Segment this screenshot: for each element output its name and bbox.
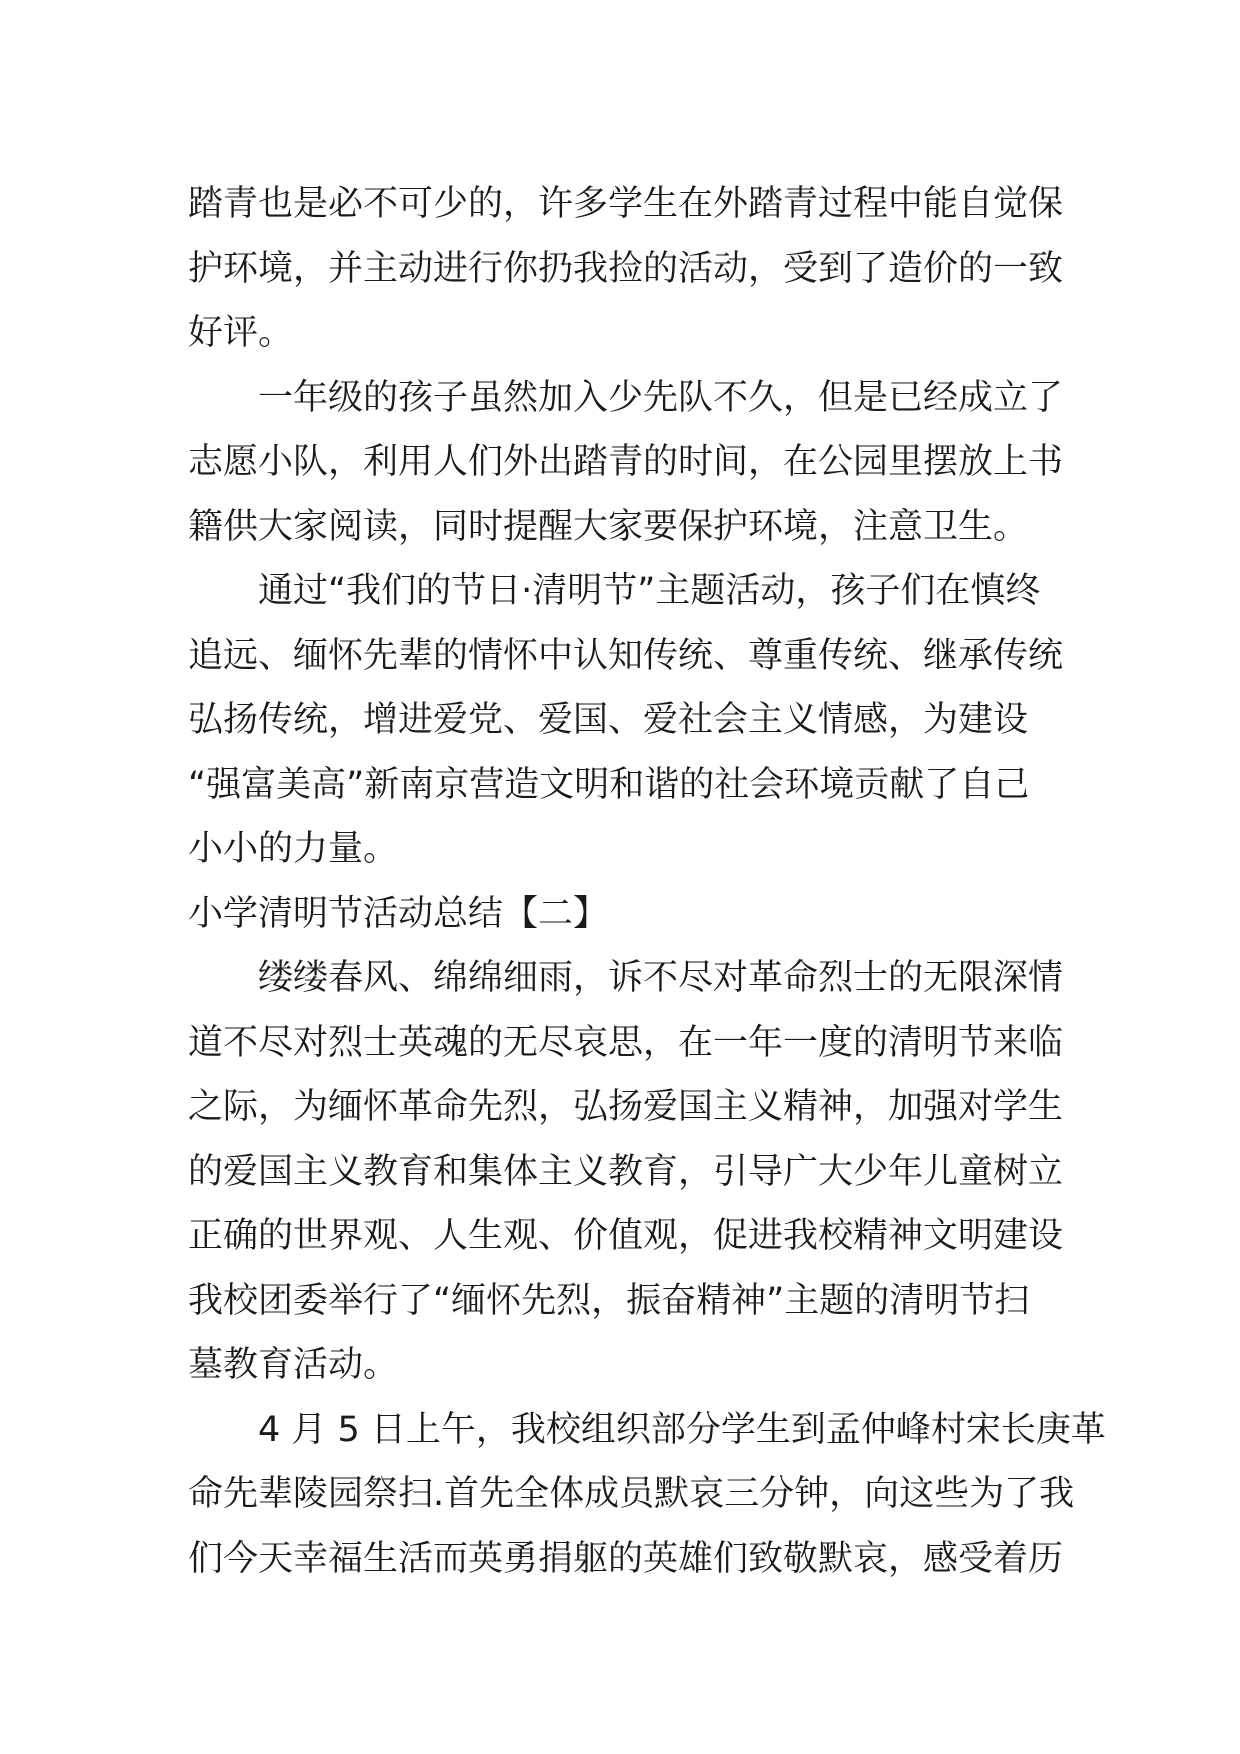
paragraph-line: 好评。	[188, 313, 294, 353]
paragraph-first-line: 4 月 5 日上午，我校组织部分学生到孟仲峰村宋长庚革	[258, 1409, 1106, 1450]
paragraph-line: 追远、缅怀先辈的情怀中认知传统、尊重传统、继承传统	[188, 635, 1064, 676]
paragraph-line: 小小的力量。	[188, 829, 399, 869]
paragraph-line: 命先辈陵园祭扫.首先全体成员默哀三分钟，向这些为了我	[188, 1474, 1075, 1514]
paragraph-line: “强富美高”新南京营造文明和谐的社会环境贡献了自己	[188, 764, 1030, 805]
paragraph-first-line: 一年级的孩子虽然加入少先队不久，但是已经成立了	[258, 377, 1064, 418]
paragraph-first-line: 缕缕春风、绵绵细雨，诉不尽对革命烈士的无限深情	[258, 958, 1064, 998]
paragraph-line: 踏青也是必不可少的，许多学生在外踏青过程中能自觉保	[188, 184, 1064, 224]
paragraph-line: 墓教育活动。	[188, 1345, 399, 1385]
document-body	[188, 172, 1106, 1591]
paragraph-line: 弘扬传统，增进爱党、爱国、爱社会主义情感，为建设	[188, 700, 1029, 740]
section-heading: 小学清明节活动总结【二】	[188, 893, 609, 934]
paragraph-line: 们今天幸福生活而英勇捐躯的英雄们致敬默哀，感受着历	[188, 1538, 1064, 1579]
paragraph-line: 的爱国主义教育和集体主义教育，引导广大少年儿童树立	[188, 1151, 1064, 1192]
paragraph-line: 籍供大家阅读，同时提醒大家要保护环境，注意卫生。	[188, 506, 1029, 547]
paragraph-line: 志愿小队，利用人们外出踏青的时间，在公园里摆放上书	[188, 442, 1064, 482]
paragraph-line: 护环境，并主动进行你扔我捡的活动，受到了造价的一致	[188, 248, 1064, 289]
paragraph-first-line: 通过“我们的节日·清明节”主题活动，孩子们在慎终	[258, 571, 1041, 611]
paragraph-line: 我校团委举行了“缅怀先烈，振奋精神”主题的清明节扫	[188, 1280, 1030, 1321]
paragraph-line: 道不尽对烈士英魂的无尽哀思，在一年一度的清明节来临	[188, 1022, 1064, 1063]
paragraph-line: 正确的世界观、人生观、价值观，促进我校精神文明建设	[188, 1216, 1064, 1256]
paragraph-line: 之际，为缅怀革命先烈，弘扬爱国主义精神，加强对学生	[188, 1087, 1064, 1127]
